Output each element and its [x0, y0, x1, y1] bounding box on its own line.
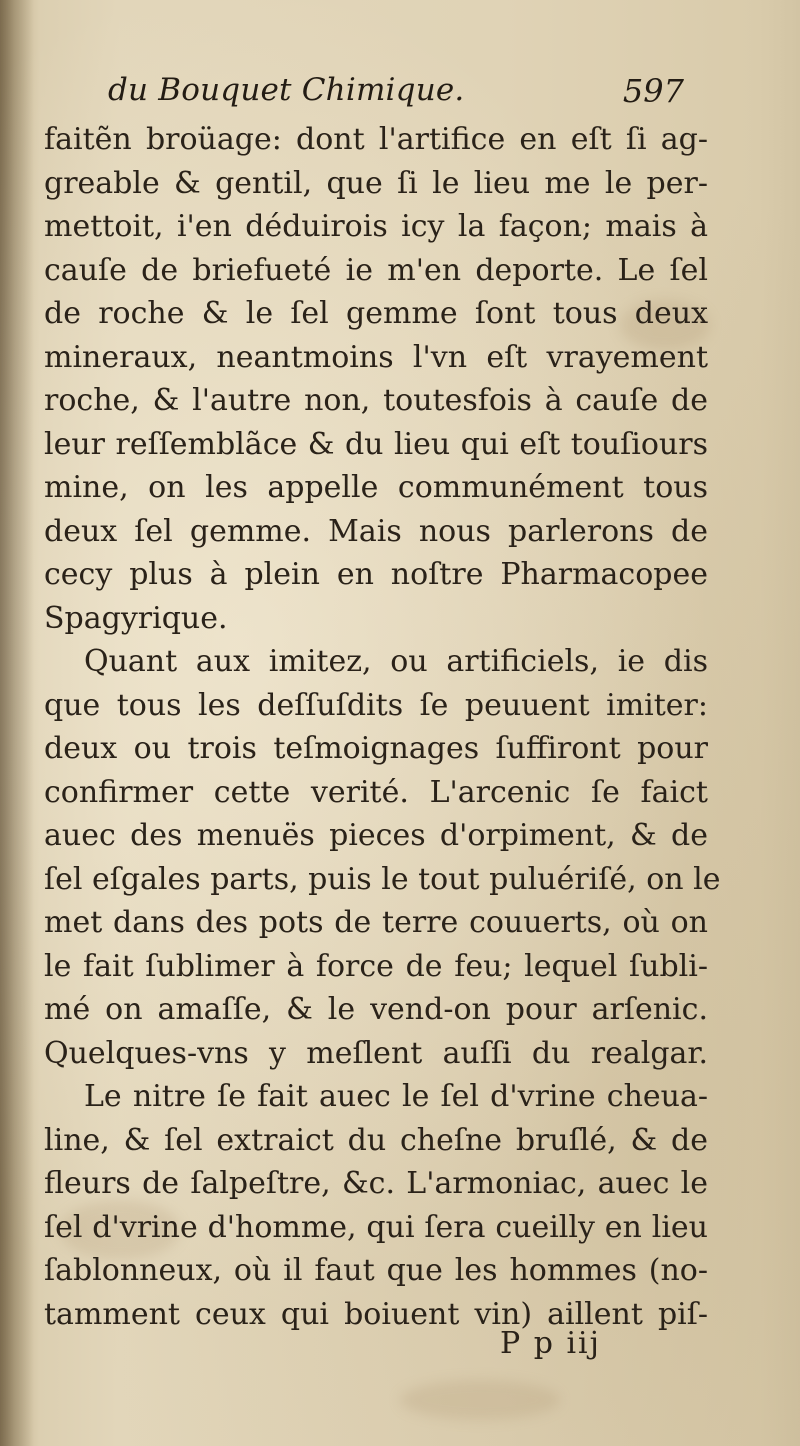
text-line: le fait ſublimer à force de feu; lequel ſubli- — [44, 948, 708, 984]
text-line: mine, on les appelle communément tous — [44, 470, 708, 505]
text-line: confirmer cette verité. L'arcenic ſe faict — [44, 774, 708, 810]
text-line: tamment ceux qui boiuent vin) aillent piſ- — [44, 1296, 708, 1332]
text-line: deux ou trois teſmoignages ſuffiront pour — [44, 731, 708, 766]
text-line: mettoit, i'en déduirois icy la façon; mais à — [44, 209, 708, 244]
text-line: line, & ſel extraict du cheſne bruſlé, & de — [44, 1122, 708, 1158]
signature-mark: P p iij — [500, 1326, 601, 1361]
gutter-shadow — [0, 0, 34, 1446]
text-line: Spagyrique. — [44, 600, 228, 636]
text-line: greable & gentil, que ſi le lieu me le per- — [44, 165, 708, 201]
text-line: que tous les deſſuſdits ſe peuuent imiter: — [44, 687, 708, 723]
text-line: ſel d'vrine d'homme, qui ſera cueilly en lieu — [44, 1209, 708, 1245]
text-line: leur reſſemblãce & du lieu qui eſt touſiours — [44, 426, 708, 462]
text-line: cecy plus à plein en noſtre Pharmacopee — [44, 557, 708, 592]
body-text — [44, 118, 721, 1336]
text-line: fleurs de ſalpeſtre, &c. L'armoniac, auec le — [44, 1166, 708, 1201]
text-line: mé on amaſſe, & le vend-on pour arſenic. — [44, 992, 708, 1027]
text-line: cauſe de briefueté ie m'en deporte. Le ſel — [44, 252, 708, 288]
text-line: faitẽn broüage: dont l'artifice en eſt ſi ag- — [44, 122, 708, 157]
text-line: Quant aux imitez, ou artificiels, ie dis — [84, 644, 708, 679]
text-line: deux ſel gemme. Mais nous parlerons de — [44, 513, 708, 549]
text-line: Le nitre ſe fait auec le ſel d'vrine cheua- — [84, 1079, 708, 1114]
running-title: du Bouquet Chimique. — [108, 72, 465, 108]
text-line: de roche & le ſel gemme ſont tous deux — [44, 296, 708, 331]
text-line: auec des menuës pieces d'orpiment, & de — [44, 818, 708, 853]
text-line: met dans des pots de terre couuerts, où on — [44, 905, 708, 940]
text-line: ſel eſgales parts, puis le tout puluériſé, on le — [44, 861, 721, 897]
page-number: 597 — [622, 72, 684, 110]
page-header — [108, 70, 684, 118]
text-line: roche, & l'autre non, toutesfois à cauſe de — [44, 383, 708, 418]
text-line: Quelques-vns y meſlent auſſi du realgar. — [44, 1035, 708, 1071]
paper-stain — [400, 1380, 560, 1420]
text-line: ſablonneux, où il faut que les hommes (no- — [44, 1253, 708, 1288]
text-line: mineraux, neantmoins l'vn eſt vrayement — [44, 339, 708, 375]
